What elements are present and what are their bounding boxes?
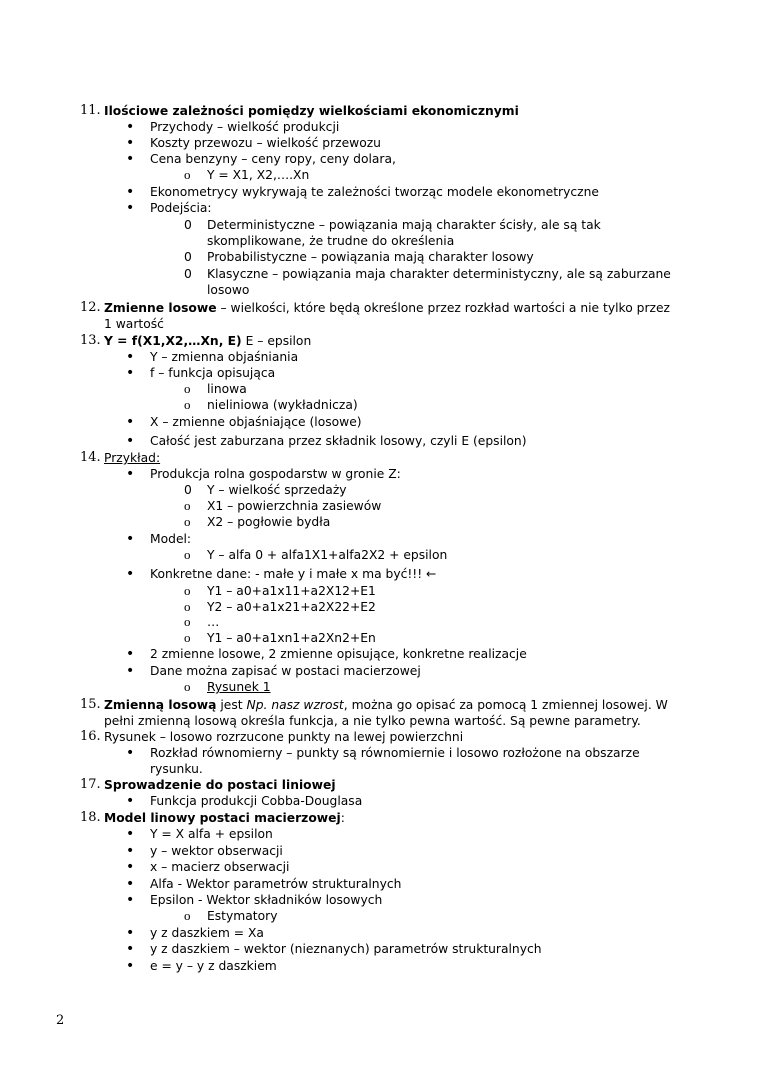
bullet-icon: • xyxy=(126,793,135,809)
item-text: Zmienną losową jest Np. nasz wzrost, można go opisać za pomocą 1 zmiennej losowej. W xyxy=(104,698,668,712)
bullet-icon: • xyxy=(126,566,135,582)
bullet-icon: • xyxy=(126,826,135,842)
bullet-text: 2 zmienne losowe, 2 zmienne opisujące, konkretne realizacje xyxy=(150,647,527,661)
bullet-icon: • xyxy=(126,135,135,151)
zero-bullet-icon: 0 xyxy=(184,218,192,232)
item-number: 12. xyxy=(80,300,101,315)
bullet-icon: • xyxy=(126,892,135,908)
circle-bullet-icon: o xyxy=(184,167,191,182)
circle-bullet-icon: o xyxy=(184,498,191,513)
bullet-icon: • xyxy=(126,349,135,365)
item-number: 14. xyxy=(80,450,101,465)
bullet-text-cont: rysunku. xyxy=(150,762,203,776)
bullet-icon: • xyxy=(126,958,135,974)
figure-link[interactable]: Rysunek 1 xyxy=(207,680,271,694)
sub-bullet-text: Y – alfa 0 + alfa1X1+alfa2X2 + epsilon xyxy=(207,548,448,562)
item-number: 16. xyxy=(80,729,101,744)
bullet-icon: • xyxy=(126,200,135,216)
item-text: Zmienne losowe – wielkości, które będą określone przez rozkład wartości a nie tylko przez xyxy=(104,301,670,315)
bullet-icon: • xyxy=(126,531,135,547)
bullet-text: Y = X alfa + epsilon xyxy=(150,827,273,841)
item-heading: Model linowy postaci macierzowej: xyxy=(104,811,345,825)
zero-bullet-icon: 0 xyxy=(184,267,192,281)
item-text-cont: pełni zmienną losową określa funkcja, a nie tylko pewna wartość. Są pewne parametry. xyxy=(104,714,641,728)
bullet-text: X – zmienne objaśniające (losowe) xyxy=(150,415,362,429)
bullet-icon: • xyxy=(126,119,135,135)
item-number: 11. xyxy=(80,103,101,118)
bullet-icon: • xyxy=(126,925,135,941)
bullet-text: Epsilon - Wektor składników losowych xyxy=(150,893,383,907)
page-number: 2 xyxy=(56,1013,65,1028)
bullet-icon: • xyxy=(126,663,135,679)
bullet-text: y z daszkiem = Xa xyxy=(150,926,264,940)
bullet-text: y z daszkiem – wektor (nieznanych) parametrów strukturalnych xyxy=(150,942,542,956)
sub-bullet-text: Y = X1, X2,….Xn xyxy=(207,168,310,182)
bullet-icon: • xyxy=(126,365,135,381)
circle-bullet-icon: o xyxy=(184,630,191,645)
bullet-text: Y – zmienna objaśniania xyxy=(150,350,299,364)
bullet-icon: • xyxy=(126,184,135,200)
item-text-cont: 1 wartość xyxy=(104,317,164,331)
sub-bullet-text: Y1 – a0+a1xn1+a2Xn2+En xyxy=(207,631,376,645)
sub-bullet-text: Y2 – a0+a1x21+a2X22+E2 xyxy=(207,600,376,614)
item-text: Przykład: xyxy=(104,451,161,465)
zero-bullet-icon: 0 xyxy=(184,483,192,497)
bullet-icon: • xyxy=(126,843,135,859)
bullet-icon: • xyxy=(126,433,135,449)
item-text: Y = f(X1,X2,…Xn, E) E – epsilon xyxy=(104,334,312,348)
item-number: 17. xyxy=(80,777,101,792)
bullet-text: Koszty przewozu – wielkość przewozu xyxy=(150,136,381,150)
bullet-text: Dane można zapisać w postaci macierzowej xyxy=(150,664,421,678)
bullet-icon: • xyxy=(126,466,135,482)
circle-bullet-icon: o xyxy=(184,514,191,529)
bullet-icon: • xyxy=(126,151,135,167)
bullet-icon: • xyxy=(126,859,135,875)
bullet-icon: • xyxy=(126,876,135,892)
zero-bullet-icon: 0 xyxy=(184,250,192,264)
circle-bullet-icon: o xyxy=(184,547,191,562)
bullet-text: Cena benzyny – ceny ropy, ceny dolara, xyxy=(150,152,396,166)
circle-bullet-icon: o xyxy=(184,397,191,412)
bullet-text: Funkcja produkcji Cobba-Douglasa xyxy=(150,794,363,808)
bullet-icon: • xyxy=(126,414,135,430)
item-text: Rysunek – losowo rozrzucone punkty na lewej powierzchni xyxy=(104,730,464,744)
sub-bullet-text: X1 – powierzchnia zasiewów xyxy=(207,499,382,513)
item-number: 15. xyxy=(80,697,101,712)
bullet-text: y – wektor obserwacji xyxy=(150,844,283,858)
bullet-text: Przychody – wielkość produkcji xyxy=(150,120,340,134)
circle-bullet-icon: o xyxy=(184,599,191,614)
sub-bullet-text: nieliniowa (wykładnicza) xyxy=(207,398,358,412)
item-number: 18. xyxy=(80,810,101,825)
sub-bullet-text: Y1 – a0+a1x11+a2X12+E1 xyxy=(207,584,376,598)
item-number: 13. xyxy=(80,333,101,348)
bullet-text: f – funkcja opisująca xyxy=(150,366,276,380)
sub-bullet-text: Estymatory xyxy=(207,909,278,923)
circle-bullet-icon: o xyxy=(184,908,191,923)
bullet-text: Alfa - Wektor parametrów strukturalnych xyxy=(150,877,402,891)
sub-bullet-text: Klasyczne – powiązania maja charakter deterministyczny, ale są zaburzane xyxy=(207,267,671,281)
item-heading: Ilościowe zależności pomiędzy wielkościami ekonomicznymi xyxy=(104,104,519,118)
bullet-icon: • xyxy=(126,745,135,761)
bullet-text: Rozkład równomierny – punkty są równomiernie i losowo rozłożone na obszarze xyxy=(150,746,640,760)
bullet-icon: • xyxy=(126,646,135,662)
circle-bullet-icon: o xyxy=(184,679,191,694)
item-heading: Sprowadzenie do postaci liniowej xyxy=(104,778,336,792)
bullet-text: Produkcja rolna gospodarstw w gronie Z: xyxy=(150,467,401,481)
sub-bullet-text-cont: skomplikowane, że trudne do określenia xyxy=(207,234,455,248)
bullet-text: e = y – y z daszkiem xyxy=(150,959,277,973)
sub-bullet-text: X2 – pogłowie bydła xyxy=(207,515,331,529)
sub-bullet-text: … xyxy=(207,615,220,629)
bullet-icon: • xyxy=(126,941,135,957)
circle-bullet-icon: o xyxy=(184,614,191,629)
bullet-text: Model: xyxy=(150,532,192,546)
sub-bullet-text: Probabilistyczne – powiązania mają charakter losowy xyxy=(207,250,534,264)
sub-bullet-text: Y – wielkość sprzedaży xyxy=(207,483,347,497)
bullet-text: Podejścia: xyxy=(150,201,212,215)
circle-bullet-icon: o xyxy=(184,583,191,598)
bullet-text: x – macierz obserwacji xyxy=(150,860,290,874)
bullet-text: Całość jest zaburzana przez składnik losowy, czyli E (epsilon) xyxy=(150,434,527,448)
sub-bullet-text: linowa xyxy=(207,382,247,396)
bullet-text: Konkretne dane: - małe y i małe x ma być!!! ← xyxy=(150,567,437,581)
circle-bullet-icon: o xyxy=(184,381,191,396)
sub-bullet-text: Deterministyczne – powiązania mają charakter ścisły, ale są tak xyxy=(207,218,601,232)
bullet-text: Ekonometrycy wykrywają te zależności tworząc modele ekonometryczne xyxy=(150,185,599,199)
sub-bullet-text-cont: losowo xyxy=(207,283,250,297)
